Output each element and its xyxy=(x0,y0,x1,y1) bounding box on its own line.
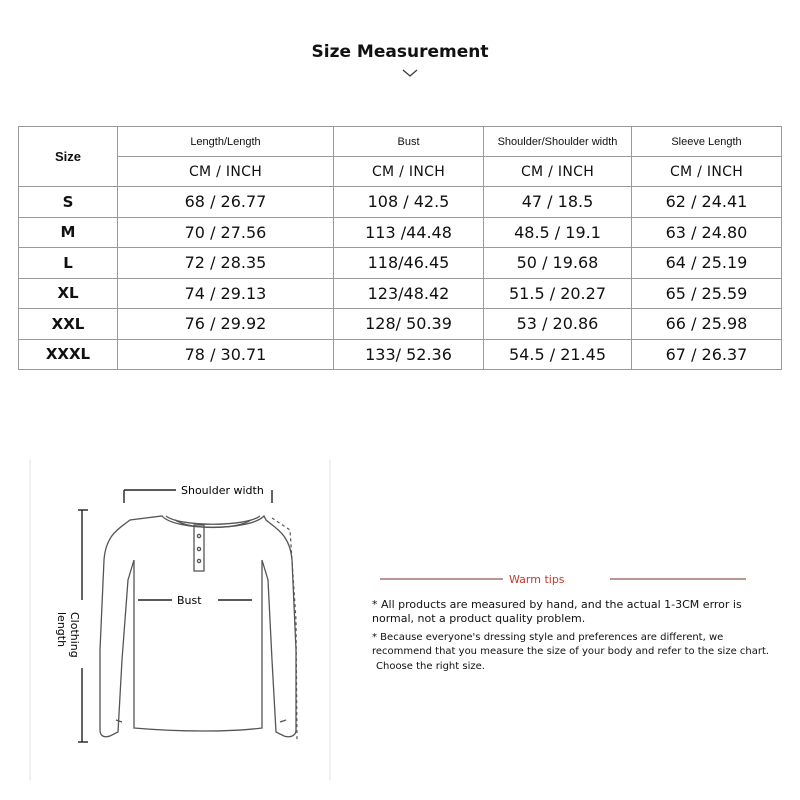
shoulder-cell: 51.5 / 20.27 xyxy=(484,278,632,309)
length-cell: 68 / 26.77 xyxy=(118,187,334,218)
bust-cell: 128/ 50.39 xyxy=(334,309,484,340)
sleeve-cell: 62 / 24.41 xyxy=(632,187,782,218)
shirt-illustration xyxy=(100,516,296,737)
shoulder-cell: 47 / 18.5 xyxy=(484,187,632,218)
size-cell: L xyxy=(19,248,118,279)
sleeve-length-line xyxy=(272,518,297,742)
column-header-bust: Bust xyxy=(334,127,484,157)
warm-tips-title: Warm tips xyxy=(509,573,565,586)
column-header-shoulder: Shoulder/Shoulder width xyxy=(484,127,632,157)
size-header: Size xyxy=(19,127,118,187)
bust-label: Bust xyxy=(177,594,202,607)
bust-cell: 108 / 42.5 xyxy=(334,187,484,218)
length-cell: 72 / 28.35 xyxy=(118,248,334,279)
size-cell: XL xyxy=(19,278,118,309)
bust-cell: 113 /44.48 xyxy=(334,217,484,248)
sleeve-cell: 67 / 26.37 xyxy=(632,339,782,370)
size-cell: XXL xyxy=(19,309,118,340)
unit-label: CM / INCH xyxy=(632,157,782,187)
tip-measurement-error: * All products are measured by hand, and the actual 1-3CM error is normal, not a product quality problem. xyxy=(372,598,742,625)
size-cell: S xyxy=(19,187,118,218)
unit-label: CM / INCH xyxy=(484,157,632,187)
length-cell: 74 / 29.13 xyxy=(118,278,334,309)
shoulder-cell: 48.5 / 19.1 xyxy=(484,217,632,248)
tip-choose-size: Choose the right size. xyxy=(376,661,485,672)
page-title: Size Measurement xyxy=(311,42,489,62)
sleeve-cell: 66 / 25.98 xyxy=(632,309,782,340)
bust-cell: 133/ 52.36 xyxy=(334,339,484,370)
bust-cell: 118/46.45 xyxy=(334,248,484,279)
shoulder-cell: 54.5 / 21.45 xyxy=(484,339,632,370)
clothing-length-label: Clothing xyxy=(68,612,81,658)
size-cell: XXXL xyxy=(19,339,118,370)
tip-dressing-style: * Because everyone's dressing style and preferences are different, we recommend that you measure the size of your body and refer to the size chart. xyxy=(372,632,770,657)
sleeve-cell: 65 / 25.59 xyxy=(632,278,782,309)
bust-cell: 123/48.42 xyxy=(334,278,484,309)
shoulder-cell: 50 / 19.68 xyxy=(484,248,632,279)
shoulder-width-label: Shoulder width xyxy=(181,484,264,497)
size-cell: M xyxy=(19,217,118,248)
sleeve-cell: 64 / 25.19 xyxy=(632,248,782,279)
length-cell: 76 / 29.92 xyxy=(118,309,334,340)
sleeve-cell: 63 / 24.80 xyxy=(632,217,782,248)
shoulder-cell: 53 / 20.86 xyxy=(484,309,632,340)
length-cell: 78 / 30.71 xyxy=(118,339,334,370)
column-header-length: Length/Length xyxy=(118,127,334,157)
column-header-sleeve: Sleeve Length xyxy=(632,127,782,157)
clothing-length-label-2: length xyxy=(55,612,68,648)
unit-label: CM / INCH xyxy=(334,157,484,187)
unit-label: CM / INCH xyxy=(118,157,334,187)
length-cell: 70 / 27.56 xyxy=(118,217,334,248)
